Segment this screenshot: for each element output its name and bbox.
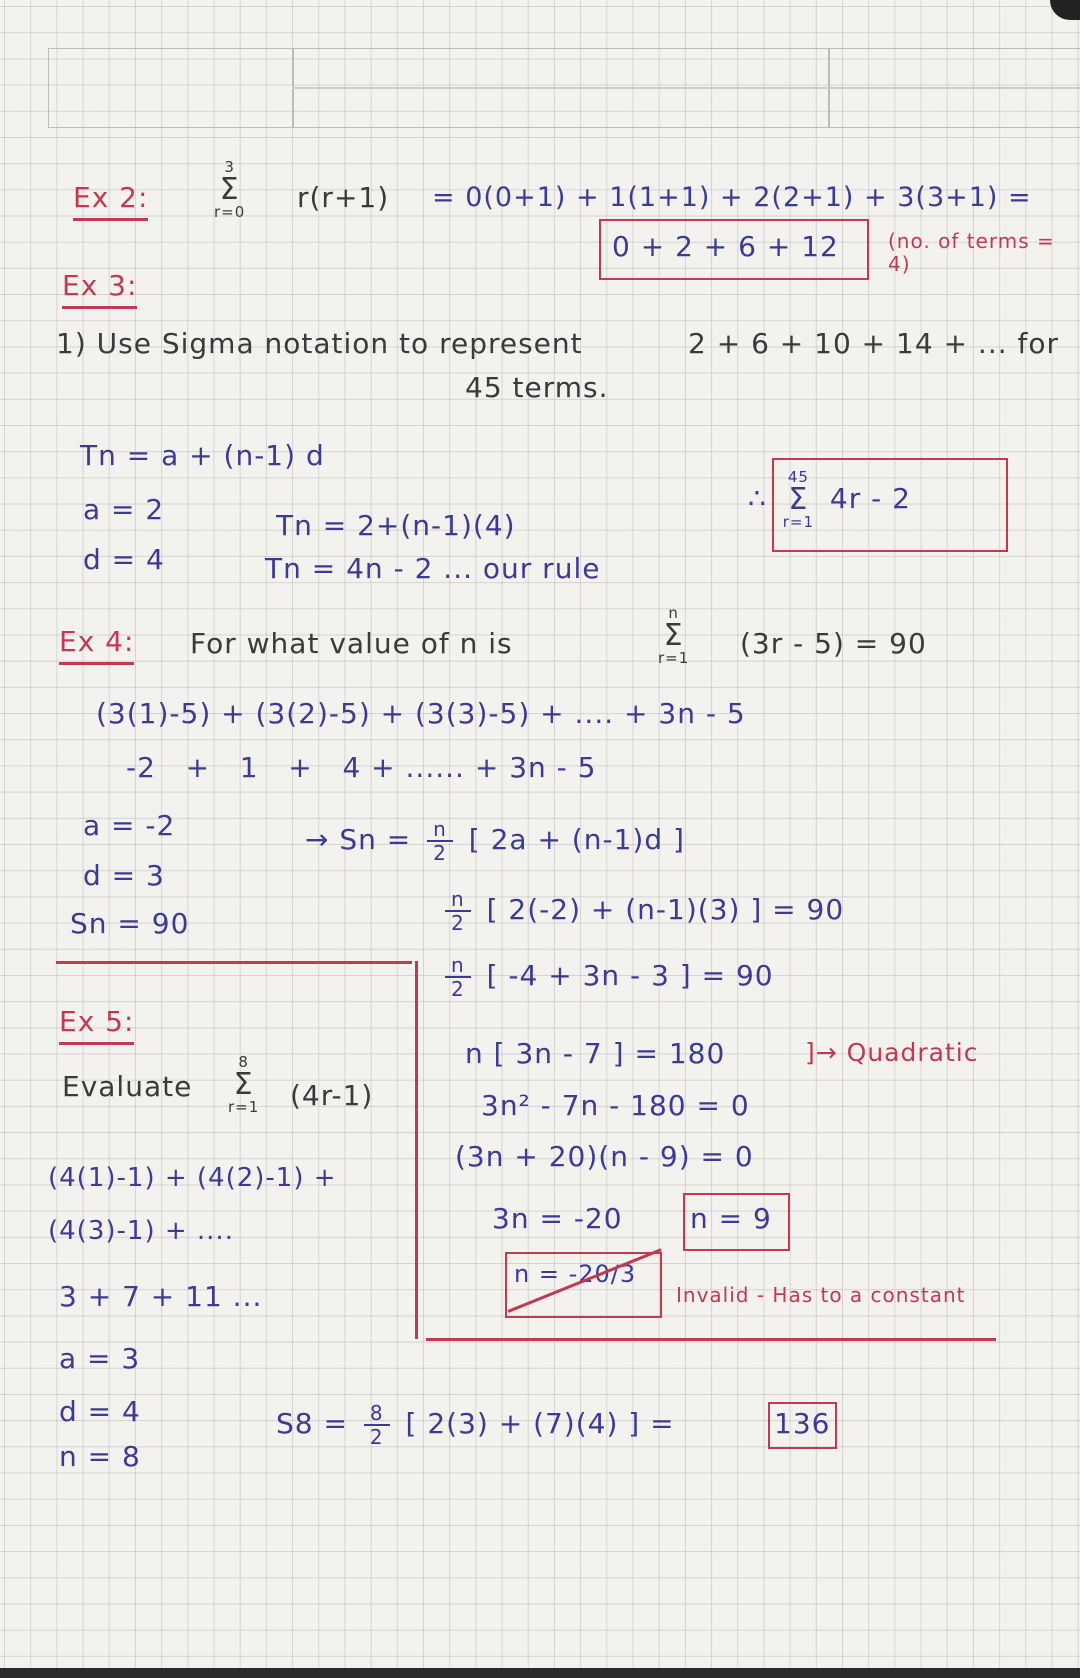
ex4-d: d = 3	[83, 859, 165, 892]
ex5-sigma	[222, 1055, 265, 1115]
formula-prefix: → Sn =	[305, 823, 412, 856]
sigma-upper: 8	[238, 1053, 249, 1071]
ex4-expr: (3r - 5) = 90	[740, 627, 927, 660]
ex4-label: Ex 4:	[59, 628, 134, 665]
therefore-symbol: ∴	[748, 482, 767, 515]
ex2-expr: r(r+1)	[297, 181, 390, 214]
ex3-a: a = 2	[83, 493, 165, 526]
divider-line	[426, 1338, 996, 1341]
ex5-question: Evaluate	[62, 1070, 193, 1103]
sigma-upper: 3	[224, 158, 235, 176]
ex5-sum	[276, 1402, 675, 1448]
ex4-answer: n = 9	[690, 1202, 772, 1235]
ex4-sn: Sn = 90	[70, 907, 190, 940]
ex2-label: Ex 2:	[73, 184, 148, 221]
ex4-question: For what value of n is	[190, 627, 513, 660]
ex3-step1: Tn = 2+(n-1)(4)	[276, 509, 516, 542]
ex2-result: 0 + 2 + 6 + 12	[612, 230, 839, 263]
sigma-icon: Σ	[219, 172, 240, 207]
sigma-upper: n	[668, 604, 679, 622]
sub2-rest: [ -4 + 3n - 3 ] = 90	[486, 959, 774, 992]
ex5-answer: 136	[774, 1407, 831, 1440]
sigma-lower: r=1	[658, 649, 690, 667]
ex3-question-cont: 45 terms.	[465, 371, 609, 404]
ex5-terms: 3 + 7 + 11 ...	[59, 1280, 263, 1313]
ex5-n: n = 8	[59, 1440, 141, 1473]
ex4-quadratic-note: ]→ Quadratic	[805, 1038, 979, 1067]
sigma-icon: Σ	[663, 618, 684, 653]
ex2-note: (no. of terms = 4)	[888, 229, 1055, 276]
ex5-d: d = 4	[59, 1395, 141, 1428]
ex5-expr: (4r-1)	[290, 1079, 374, 1112]
ex4-sub3: n [ 3n - 7 ] = 180	[465, 1037, 726, 1070]
ex4-sub4: 3n² - 7n - 180 = 0	[481, 1089, 750, 1122]
sum-prefix: S8 =	[276, 1407, 348, 1440]
ex3-question: 1) Use Sigma notation to represent	[56, 327, 583, 360]
sum-rest: [ 2(3) + (7)(4) ] =	[405, 1407, 675, 1440]
ex4-sigma	[652, 606, 695, 666]
denominator: 2	[450, 977, 465, 1001]
answer-expr: 4r - 2	[829, 482, 911, 515]
ex3-d: d = 4	[83, 543, 165, 576]
ex5-label: Ex 5:	[59, 1008, 134, 1045]
table-divider	[292, 87, 1080, 89]
denominator: 2	[450, 911, 465, 935]
ex4-expansion: (3(1)-5) + (3(2)-5) + (3(3)-5) + .... + 3n - 5	[96, 697, 746, 730]
ex3-formula: Tn = a + (n-1) d	[80, 439, 325, 472]
ex4-invalid-note: Invalid - Has to a constant	[676, 1283, 966, 1307]
ex4-root1: 3n = -20	[492, 1202, 623, 1235]
numerator: n	[445, 954, 471, 978]
ex2-expansion: = 0(0+1) + 1(1+1) + 2(2+1) + 3(3+1) =	[432, 182, 1032, 213]
ex3-label: Ex 3:	[62, 272, 137, 309]
sigma-lower: r=0	[214, 203, 246, 221]
page-bottom-edge	[0, 1668, 1080, 1678]
divider-line	[56, 961, 412, 964]
formula-rest: [ 2a + (n-1)d ]	[468, 823, 685, 856]
numerator: 8	[364, 1402, 390, 1426]
ex4-sub1	[439, 888, 844, 934]
ex4-formula	[305, 818, 685, 864]
ex4-a: a = -2	[83, 809, 176, 842]
sub1-rest: [ 2(-2) + (n-1)(3) ] = 90	[486, 893, 845, 926]
ex5-expansion2: (4(3)-1) + ....	[48, 1216, 234, 1246]
sigma-icon: Σ	[788, 482, 809, 517]
ex4-rejected: n = -20/3	[514, 1260, 637, 1288]
ex4-factored: (3n + 20)(n - 9) = 0	[455, 1140, 754, 1173]
divider-line	[415, 961, 418, 1339]
ex4-sub2	[439, 954, 774, 1000]
sigma-lower: r=1	[228, 1098, 260, 1116]
ex3-step2: Tn = 4n - 2 ... our rule	[265, 552, 601, 585]
ex4-terms: -2 + 1 + 4 + ...... + 3n - 5	[126, 751, 597, 784]
denominator: 2	[369, 1425, 384, 1449]
numerator: n	[445, 888, 471, 912]
ex5-a: a = 3	[59, 1342, 141, 1375]
ex2-sigma	[208, 160, 251, 220]
ex3-answer	[748, 470, 911, 530]
ex3-series: 2 + 6 + 10 + 14 + ... for	[688, 327, 1060, 360]
sigma-upper: 45	[787, 468, 809, 486]
numerator: n	[427, 818, 453, 842]
ex5-expansion1: (4(1)-1) + (4(2)-1) +	[48, 1163, 337, 1193]
page-corner-shadow	[1050, 0, 1080, 20]
header-table	[48, 48, 1080, 128]
sigma-icon: Σ	[233, 1067, 254, 1102]
sigma-lower: r=1	[782, 513, 815, 531]
denominator: 2	[433, 841, 447, 865]
